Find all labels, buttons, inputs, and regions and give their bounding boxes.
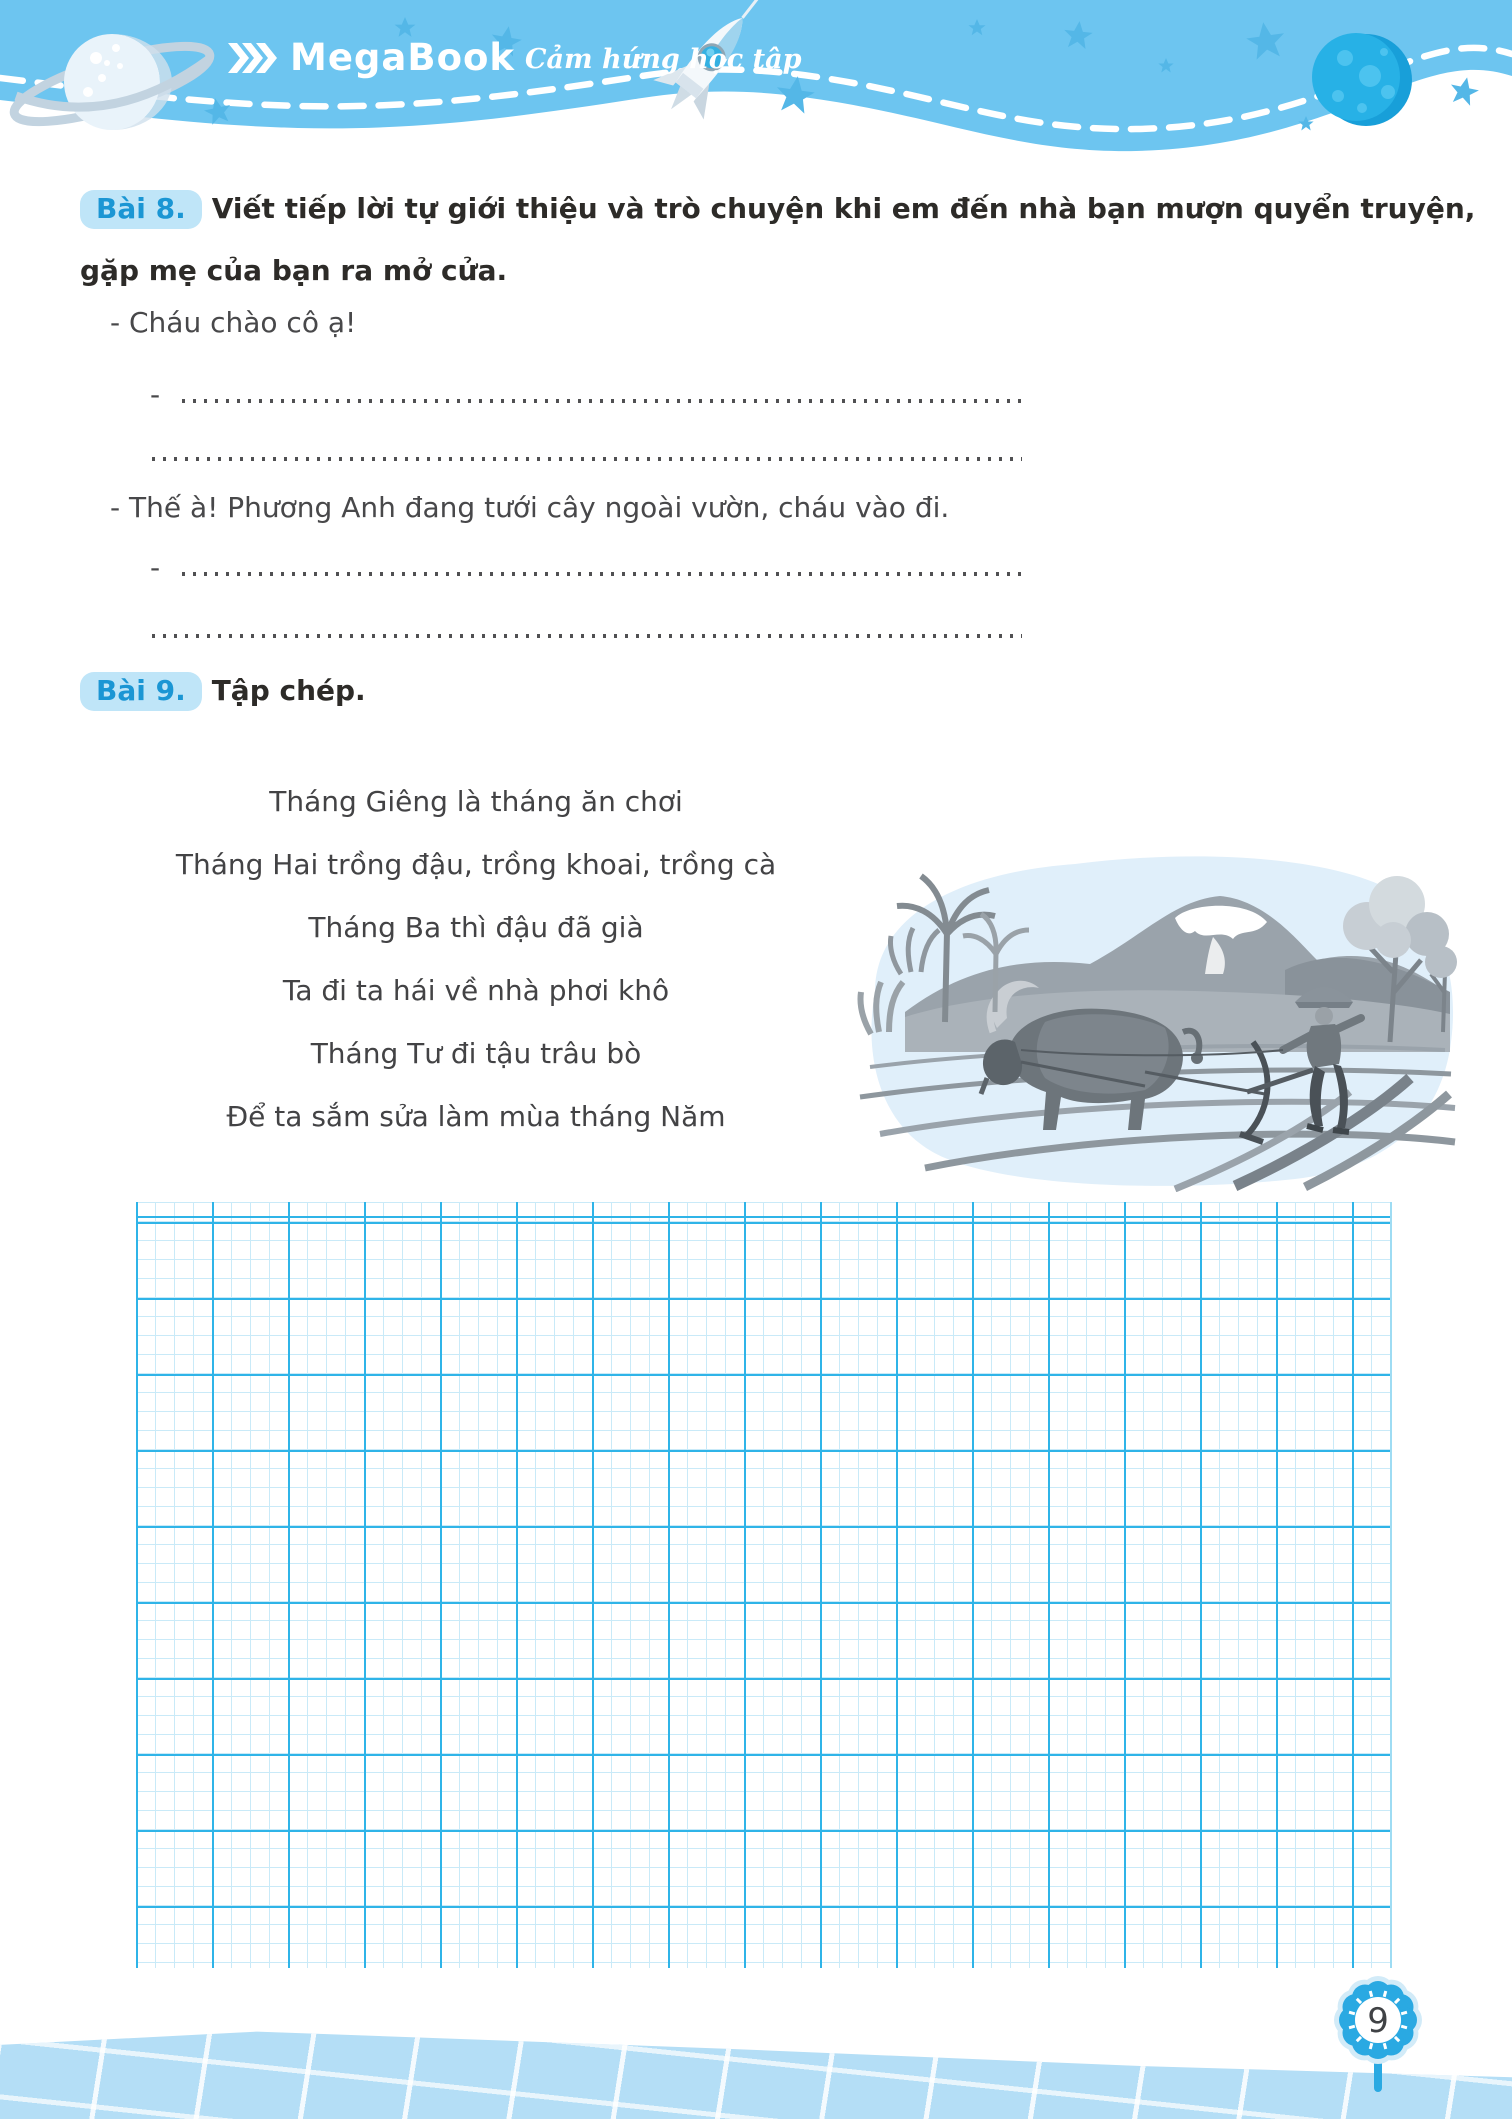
- brand-name: MegaBook: [290, 36, 516, 79]
- answer-blank-line: [182, 399, 1022, 403]
- exercise9-label-chip: Bài 9.: [80, 672, 202, 711]
- header-banner: [0, 0, 1512, 185]
- brand-tagline: Cảm hứng học tập: [525, 44, 802, 75]
- answer-blank-line: [152, 634, 1022, 638]
- star-icon: [1448, 74, 1482, 106]
- dialogue-line: - Cháu chào cô ạ!: [110, 306, 357, 339]
- poem: [90, 770, 862, 1148]
- answer-blank-line: [152, 457, 1022, 461]
- blank-dash: -: [150, 378, 161, 411]
- page-number-badge: [1322, 1950, 1434, 2098]
- illustration-farmer-plowing: [845, 842, 1465, 1192]
- poem-line: Tháng Hai trồng đậu, trồng khoai, trồng cà: [175, 848, 777, 881]
- writing-practice-grid: [136, 1202, 1392, 1968]
- answer-blank-line: [182, 572, 1022, 576]
- exercise9-title: Tập chép.: [211, 674, 366, 707]
- poem-line: Ta đi ta hái về nhà phơi khô: [282, 974, 670, 1007]
- exercise8-label-chip: Bài 8.: [80, 190, 202, 229]
- poem-line: Tháng Ba thì đậu đã già: [308, 911, 644, 944]
- poem-line: Tháng Tư đi tậu trâu bò: [310, 1037, 642, 1070]
- exercise8-title: Viết tiếp lời tự giới thiệu và trò chuyện khi em đến nhà bạn mượn quyển truyện, gặp mẹ của bạn ra mở cửa.: [80, 192, 1476, 287]
- page-number: 9: [1367, 2001, 1389, 2041]
- exercise9-heading: [80, 660, 1476, 722]
- dialogue-line: - Thế à! Phương Anh đang tưới cây ngoài vườn, cháu vào đi.: [110, 491, 950, 524]
- logo-chevrons-icon: [228, 40, 280, 76]
- poem-line: Để ta sắm sửa làm mùa tháng Năm: [226, 1100, 726, 1133]
- footer-band: [0, 2024, 1512, 2119]
- brand-logo: [228, 36, 801, 79]
- exercise8-heading: [80, 178, 1476, 302]
- blank-dash: -: [150, 551, 161, 584]
- poem-line: Tháng Giêng là tháng ăn chơi: [269, 785, 683, 818]
